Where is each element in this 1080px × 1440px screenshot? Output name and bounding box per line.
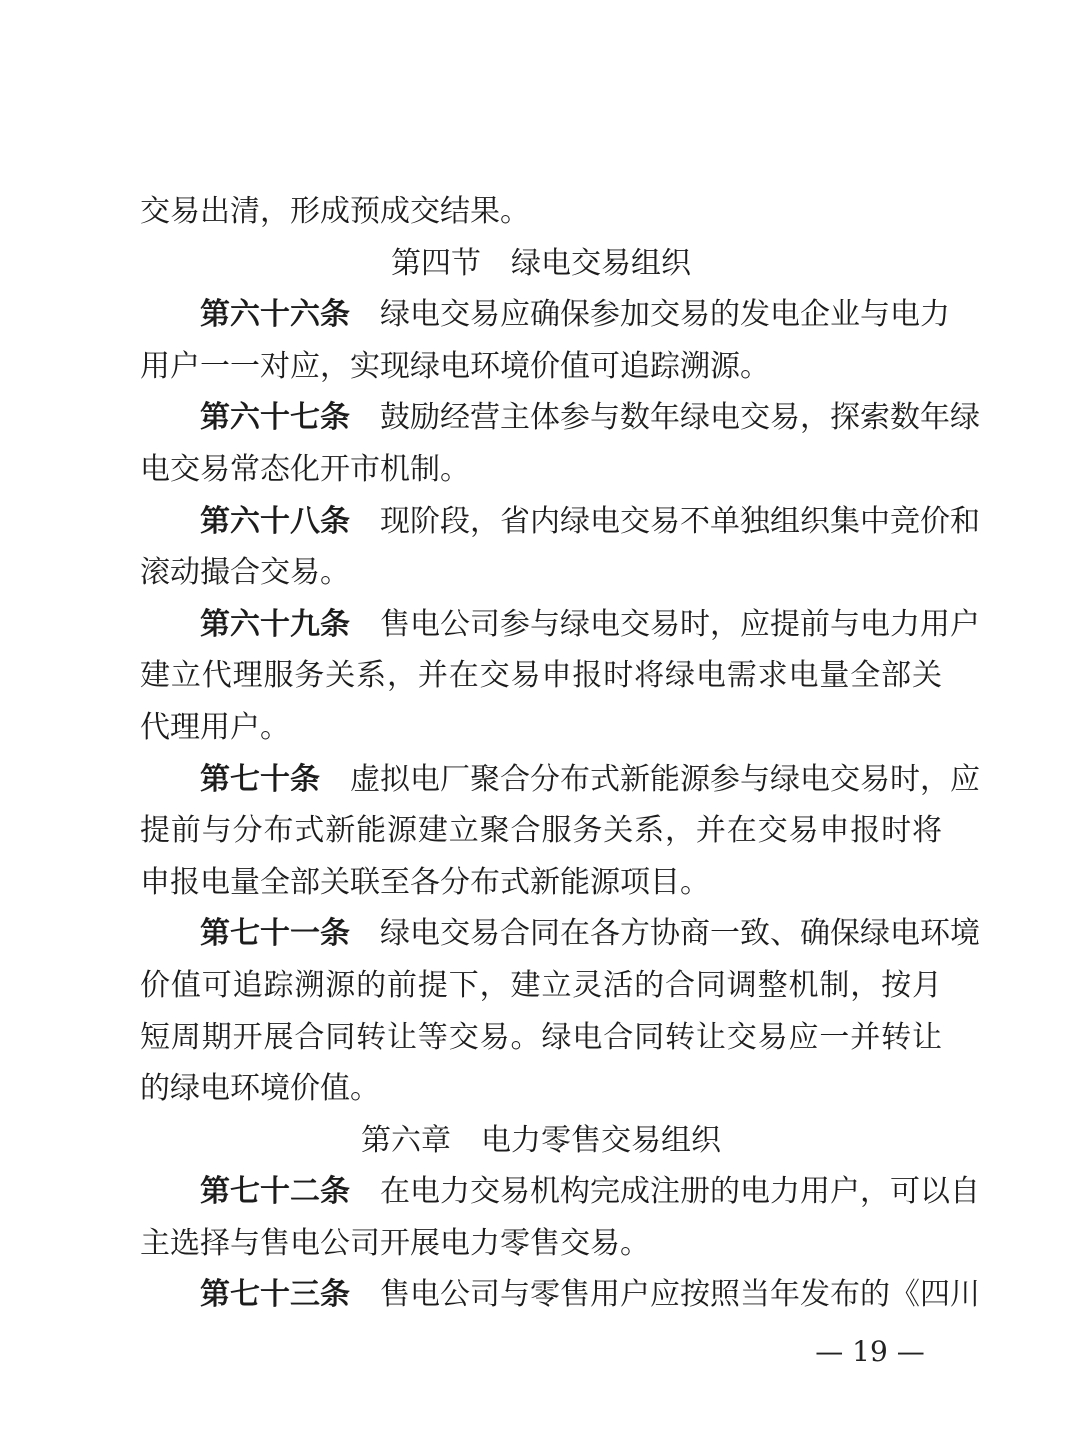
paragraph-line: 提前与分布式新能源建立聚合服务关系，并在交易申报时将 <box>140 813 942 849</box>
section-title: 绿电交易组织 <box>511 245 691 281</box>
paragraph-line: 主选择与售电公司开展电力零售交易。 <box>140 1225 650 1261</box>
chapter-heading <box>140 1115 942 1167</box>
chapter-number: 第六章 <box>361 1122 451 1158</box>
chapter-title: 电力零售交易组织 <box>481 1122 721 1158</box>
article-first-line <box>140 599 980 651</box>
article-first-line <box>140 1166 980 1218</box>
article-first-line <box>140 289 950 341</box>
article-first-line <box>140 1269 980 1321</box>
paragraph-line: 建立代理服务关系，并在交易申报时将绿电需求电量全部关 <box>140 658 942 694</box>
article-first-line <box>140 754 980 806</box>
page-number: — 19 — <box>815 1335 925 1368</box>
paragraph-line: 电交易常态化开市机制。 <box>140 451 470 487</box>
paragraph-line: 用户一一对应，实现绿电环境价值可追踪溯源。 <box>140 348 770 384</box>
section-heading <box>140 238 942 290</box>
article-number: 第七十二条 <box>200 1174 350 1210</box>
article-first-line <box>140 496 980 548</box>
article-number: 第七十条 <box>200 761 320 797</box>
article-text: 在电力交易机构完成注册的电力用户，可以自 <box>380 1174 980 1210</box>
article-first-line <box>140 392 980 444</box>
paragraph-line: 滚动撮合交易。 <box>140 555 350 591</box>
section-number: 第四节 <box>391 245 481 281</box>
article-text: 售电公司与零售用户应按照当年发布的《四川 <box>380 1277 980 1313</box>
article-text: 绿电交易合同在各方协商一致、确保绿电环境 <box>380 916 980 952</box>
article-number: 第七十三条 <box>200 1277 350 1313</box>
paragraph-line: 价值可追踪溯源的前提下，建立灵活的合同调整机制，按月 <box>140 967 942 1003</box>
article-number: 第六十九条 <box>200 606 350 642</box>
article-number: 第六十七条 <box>200 400 350 436</box>
article-text: 鼓励经营主体参与数年绿电交易，探索数年绿 <box>380 400 980 436</box>
paragraph-line: 交易出清，形成预成交结果。 <box>140 194 530 229</box>
article-text: 现阶段，省内绿电交易不单独组织集中竞价和 <box>380 503 980 539</box>
article-number: 第六十六条 <box>200 297 350 333</box>
paragraph-line: 代理用户。 <box>140 709 290 745</box>
article-text: 售电公司参与绿电交易时，应提前与电力用户 <box>380 606 980 642</box>
paragraph-line: 的绿电环境价值。 <box>140 1071 380 1107</box>
article-number: 第七十一条 <box>200 916 350 952</box>
document-body <box>140 186 980 1321</box>
paragraph-line: 申报电量全部关联至各分布式新能源项目。 <box>140 864 710 900</box>
article-text: 绿电交易应确保参加交易的发电企业与电力 <box>380 297 950 333</box>
paragraph-line: 短周期开展合同转让等交易。绿电合同转让交易应一并转让 <box>140 1019 942 1055</box>
article-text: 虚拟电厂聚合分布式新能源参与绿电交易时，应 <box>350 761 980 797</box>
article-number: 第六十八条 <box>200 503 350 539</box>
article-first-line <box>140 908 980 960</box>
